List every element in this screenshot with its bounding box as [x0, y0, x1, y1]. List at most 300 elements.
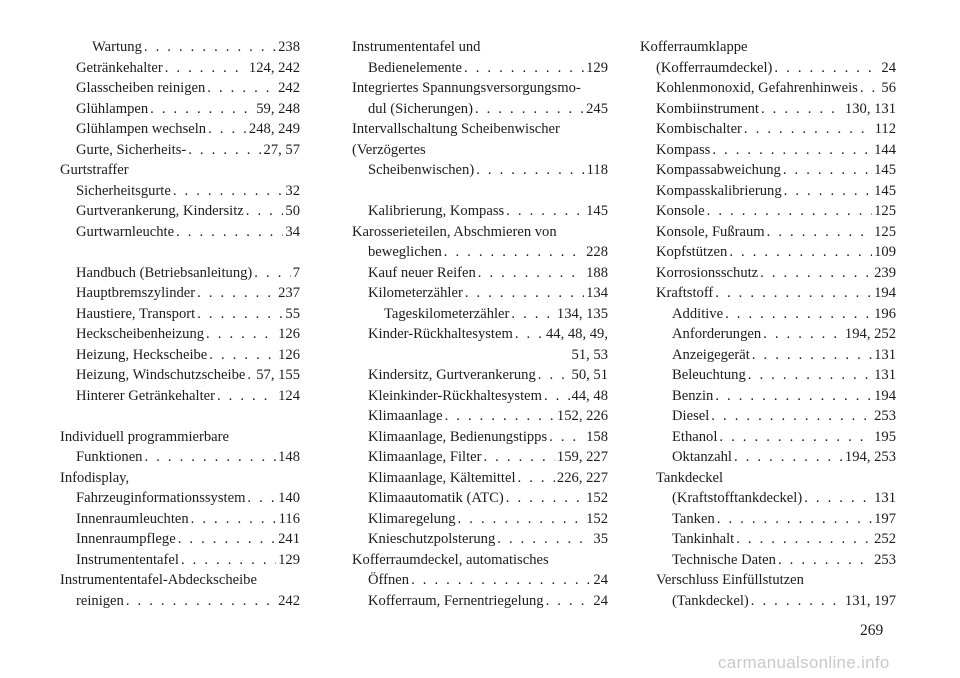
index-entry-pages: 140 — [278, 490, 300, 506]
watermark-link[interactable]: carmanualsonline.info — [718, 653, 890, 672]
index-entry — [352, 509, 608, 530]
index-entry-line — [368, 406, 608, 427]
index-entry-title: (Tankdeckel) — [672, 592, 749, 609]
index-entry-line — [76, 550, 300, 571]
index-entry-line — [656, 283, 896, 304]
dot-leader — [144, 447, 276, 468]
index-entry-pages: 241 — [278, 531, 300, 547]
index-entry-heading-line: Kofferraumklappe — [640, 39, 748, 55]
index-entry-title: Konsole — [656, 203, 705, 219]
index-entry — [60, 263, 300, 284]
index-entry-title: Klimaanlage, Bedienungstipps — [368, 428, 548, 445]
index-entry-title: (Kraftstofftankdeckel) — [672, 490, 803, 506]
index-entry-title: dul (Sicherungen) — [368, 100, 473, 117]
index-entry-title: Gurte, Sicherheits- — [76, 141, 187, 158]
index-entry-pages: 24 — [593, 592, 608, 609]
index-entry-pages: 145 — [874, 162, 896, 178]
index-entry — [640, 37, 896, 78]
index-entry-line — [672, 386, 896, 407]
index-entry-pages: 237 — [278, 285, 300, 301]
index-entry-title: Beleuchtung — [672, 367, 746, 383]
index-entry-line — [368, 570, 608, 591]
dot-leader — [207, 78, 276, 99]
index-entry-line — [368, 529, 608, 550]
index-entry-line — [368, 365, 608, 386]
index-entry-line — [76, 58, 300, 79]
index-entry-line — [368, 324, 608, 345]
index-entry — [640, 160, 896, 181]
index-entry-title: Klimaanlage, Kältemittel — [368, 469, 516, 486]
index-entry-pages: 253 — [874, 551, 896, 568]
index-entry-line — [76, 591, 300, 612]
index-entry-heading-line: Instrumententafel-Abdeckscheibe — [60, 572, 257, 588]
index-entry-title: Additive — [672, 305, 724, 322]
index-entry-title: Technische Daten — [672, 551, 776, 568]
index-entry-pages: 118 — [586, 162, 608, 178]
index-entry-title: Kindersitz, Gurtverankerung — [368, 367, 536, 383]
index-entry-pages: 129 — [278, 551, 300, 568]
index-entry-line — [656, 140, 896, 161]
index-entry-pages: 245 — [586, 100, 608, 117]
dot-leader — [197, 283, 276, 304]
index-entry-pages: 44, 48, 49, — [545, 326, 608, 342]
index-entry-pages: 158 — [586, 428, 608, 445]
dot-leader — [544, 386, 570, 407]
index-entry-title: Scheibenwischen) — [368, 162, 475, 178]
index-entry-line — [368, 242, 608, 263]
index-subentry — [352, 304, 608, 325]
index-entry-title: Gurtwarnleuchte — [76, 223, 175, 240]
dot-leader — [511, 304, 555, 325]
index-entry-line — [76, 222, 300, 243]
dot-leader — [247, 365, 254, 386]
index-entry-line — [672, 509, 896, 530]
index-entry-heading-line: Infodisplay, — [60, 469, 130, 486]
index-entry-heading-line: Kofferraumdeckel, automatisches — [352, 551, 549, 568]
index-entry-pages: 44, 48 — [571, 387, 608, 404]
index-entry-line — [672, 550, 896, 571]
index-entry-pages: 112 — [874, 121, 896, 137]
dot-leader — [715, 386, 872, 407]
dot-leader — [734, 447, 843, 468]
index-entry-pages: 24 — [593, 572, 608, 588]
index-entry-heading-line: Intervallschaltung Scheibenwischer — [352, 121, 560, 137]
index-entry — [60, 201, 300, 222]
dot-leader — [763, 324, 843, 345]
index-entry — [640, 283, 896, 304]
dot-leader — [206, 324, 276, 345]
index-entry — [60, 222, 300, 243]
index-entry — [60, 283, 300, 304]
index-entry-title: Gurtverankerung, Kindersitz — [76, 203, 244, 219]
index-entry-line — [368, 468, 608, 489]
index-entry — [640, 263, 896, 284]
index-entry — [352, 591, 608, 612]
index-entry-line — [76, 99, 300, 120]
index-entry-title: Kopfstützen — [656, 244, 728, 260]
dot-leader — [464, 58, 584, 79]
index-entry — [60, 468, 300, 509]
index-entry-line — [76, 201, 300, 222]
dot-leader — [478, 263, 584, 284]
index-entry-title: Bedienelemente — [368, 59, 463, 76]
index-entry-title: Tanken — [672, 510, 715, 527]
dot-leader — [774, 58, 879, 79]
index-entry-pages: 194, 253 — [844, 449, 896, 465]
index-entry-title: Korrosionsschutz — [656, 264, 759, 281]
index-entry-pages: 239 — [874, 264, 896, 281]
index-entry-line — [672, 406, 896, 427]
index-entry — [352, 119, 608, 181]
dot-leader — [784, 181, 872, 202]
index-entry-title: Klimaautomatik (ATC) — [368, 490, 504, 506]
index-entry-line — [76, 488, 300, 509]
index-entry-pages: 131 — [874, 346, 896, 363]
dot-leader — [217, 386, 276, 407]
index-entry-title: Innenraumpflege — [76, 531, 176, 547]
index-entry-title: Anzeigegerät — [672, 346, 750, 363]
index-entry-pages: 248, 249 — [248, 121, 300, 137]
index-entry-line — [672, 365, 896, 386]
dot-leader — [150, 99, 254, 120]
index-entry-heading-line: Karosserieteilen, Abschmieren von — [352, 223, 557, 240]
dot-leader — [715, 283, 872, 304]
index-subentry — [640, 386, 896, 407]
index-entry-line — [672, 447, 896, 468]
index-entry-title: beweglichen — [368, 244, 442, 260]
index-entry-pages: 50, 51 — [571, 367, 608, 383]
index-entry-pages: 252 — [874, 531, 896, 547]
index-entry — [60, 119, 300, 140]
index-entry — [352, 365, 608, 386]
index-entry — [640, 119, 896, 140]
index-column-2 — [352, 37, 608, 611]
index-entry-line — [76, 324, 300, 345]
index-entry-pages: 129 — [586, 59, 608, 76]
index-entry-line — [368, 58, 608, 79]
dot-leader — [712, 140, 872, 161]
index-entry — [640, 99, 896, 120]
index-entry-line — [76, 283, 300, 304]
index-entry-line — [76, 78, 300, 99]
index-entry-line — [76, 304, 300, 325]
index-entry-title: Wartung — [92, 39, 142, 55]
index-entry — [352, 406, 608, 427]
index-entry — [60, 570, 300, 611]
dot-leader — [126, 591, 276, 612]
index-entry-pages: 124 — [278, 387, 300, 404]
index-entry-line — [92, 37, 300, 58]
index-column-3 — [640, 37, 896, 611]
dot-leader — [778, 550, 872, 571]
dot-leader — [549, 427, 584, 448]
dot-leader — [445, 406, 555, 427]
index-entry-pages: 32 — [285, 182, 300, 199]
index-entry-pages: 194 — [874, 387, 896, 404]
index-entry-title: Glasscheiben reinigen — [76, 80, 206, 96]
index-entry-pages: 131 — [874, 367, 896, 383]
dot-leader — [751, 591, 843, 612]
index-entry-pages: 194, 252 — [844, 326, 896, 342]
index-entry-line — [656, 78, 896, 99]
index-entry — [60, 345, 300, 366]
dot-leader — [165, 58, 247, 79]
index-entry-pages: 253 — [874, 408, 896, 424]
index-entry-line — [368, 160, 608, 181]
index-entry — [352, 468, 608, 489]
index-entry-pages: 194 — [874, 285, 896, 301]
index-entry — [352, 283, 608, 304]
index-entry — [352, 386, 608, 407]
index-entry-title: Hauptbremszylinder — [76, 285, 196, 301]
dot-leader — [497, 529, 591, 550]
dot-leader — [178, 529, 276, 550]
index-entry-pages: 228 — [586, 244, 608, 260]
index-entry-title: Hinterer Getränkehalter — [76, 387, 215, 404]
index-entry-title: Tankinhalt — [672, 531, 735, 547]
index-entry — [640, 181, 896, 202]
index-entry-line — [76, 509, 300, 530]
index-entry-line — [76, 140, 300, 161]
dot-leader — [748, 365, 872, 386]
index-entry — [352, 222, 608, 263]
index-entry-title: Benzin — [672, 387, 714, 404]
index-entry — [60, 99, 300, 120]
index-entry-pages: 56 — [881, 80, 896, 96]
index-entry-line — [656, 201, 896, 222]
index-entry-pages: 134 — [586, 285, 608, 301]
index-entry-pages: 126 — [278, 326, 300, 342]
dot-leader — [411, 570, 591, 591]
index-entry-pages: 59, 248 — [256, 100, 300, 117]
index-entry-line — [672, 427, 896, 448]
page-number: 269 — [860, 622, 884, 639]
index-entry — [352, 447, 608, 468]
index-entry-pages: 125 — [874, 203, 896, 219]
index-entry-title: Heizung, Heckscheibe — [76, 346, 208, 363]
index-entry-heading-line: Gurtstraffer — [60, 162, 129, 178]
index-entry-title: Diesel — [672, 408, 710, 424]
index-entry-title: Sicherheitsgurte — [76, 182, 171, 199]
index-entry-title: Klimaregelung — [368, 510, 456, 527]
index-entry-pages: 57, 155 — [256, 367, 300, 383]
index-entry-line — [368, 447, 608, 468]
index-entry-title: Glühlampen — [76, 100, 149, 117]
index-entry-pages: 35 — [593, 531, 608, 547]
index-entry — [640, 222, 896, 243]
index-subentry — [640, 529, 896, 550]
index-entry — [352, 529, 608, 550]
index-entry-pages: 125 — [874, 223, 896, 240]
index-entry-line — [656, 222, 896, 243]
dot-leader — [804, 488, 872, 509]
dot-leader — [717, 509, 872, 530]
index-entry-pages: 197 — [874, 510, 896, 527]
dot-leader — [176, 222, 283, 243]
index-subentry — [640, 345, 896, 366]
index-entry-line — [672, 529, 896, 550]
index-entry-pages: 226, 227 — [556, 469, 608, 486]
index-entry-title: Kraftstoff — [656, 285, 714, 301]
dot-leader — [181, 550, 276, 571]
index-entry-pages: 27, 57 — [263, 141, 300, 158]
index-entry-line — [76, 365, 300, 386]
index-entry — [60, 386, 300, 407]
index-entry-title: Kombischalter — [656, 121, 742, 137]
index-entry-title: Funktionen — [76, 449, 143, 465]
dot-leader — [144, 37, 276, 58]
index-letter-gap — [60, 242, 300, 263]
dot-leader — [208, 119, 247, 140]
index-entry-line — [76, 529, 300, 550]
index-entry-line — [76, 447, 300, 468]
index-entry-heading-line: Individuell programmierbare — [60, 428, 229, 445]
index-entry-title: Instrumententafel — [76, 551, 179, 568]
index-entry-title: Heckscheibenheizung — [76, 326, 205, 342]
index-entry-pages: 50 — [285, 203, 300, 219]
dot-leader — [736, 529, 872, 550]
index-entry-title: Klimaanlage, Filter — [368, 449, 482, 465]
dot-leader — [761, 99, 843, 120]
dot-leader — [254, 263, 290, 284]
dot-leader — [197, 304, 283, 325]
index-entry-title: Konsole, Fußraum — [656, 223, 765, 240]
index-entry-title: (Kofferraumdeckel) — [656, 59, 773, 76]
index-entry-title: Fahrzeuginformationssystem — [76, 490, 246, 506]
index-entry — [352, 263, 608, 284]
index-entry-title: Oktanzahl — [672, 449, 732, 465]
index-letter-gap — [60, 406, 300, 427]
index-entry-heading-line: Instrumententafel und — [352, 39, 481, 55]
index-entry-line — [656, 242, 896, 263]
index-entry — [60, 324, 300, 345]
index-entry-line — [368, 99, 608, 120]
dot-leader — [725, 304, 872, 325]
dot-leader — [483, 447, 554, 468]
index-entry-line — [656, 160, 896, 181]
index-entry-pages: 242 — [278, 592, 300, 609]
index-entry-title: Kofferraum, Fernentriegelung — [368, 592, 544, 609]
index-entry-line — [672, 345, 896, 366]
index-entry-line — [368, 283, 608, 304]
index-entry-title: reinigen — [76, 592, 124, 609]
index-column-1 — [60, 37, 300, 611]
index-entry-line — [384, 304, 608, 325]
dot-leader — [191, 509, 277, 530]
index-entry-title: Handbuch (Betriebsanleitung) — [76, 264, 253, 281]
index-entry-title: Kauf neuer Reifen — [368, 264, 476, 281]
index-entry-line — [368, 263, 608, 284]
index-entry-pages: 116 — [278, 510, 300, 527]
index-entry-pages: 34 — [285, 223, 300, 240]
index-entry-line — [672, 591, 896, 612]
dot-leader — [518, 468, 555, 489]
index-entry-heading-line: (Verzögertes — [352, 141, 426, 158]
index-entry-title: Haustiere, Transport — [76, 305, 196, 322]
index-subentry — [640, 324, 896, 345]
index-entry-title: Kleinkinder-Rückhaltesystem — [368, 387, 542, 404]
index-entry-pages: 131, 197 — [844, 592, 896, 609]
index-entry-pages: 144 — [874, 141, 896, 158]
index-letter-gap — [352, 181, 608, 202]
index-entry-pages: 159, 227 — [556, 449, 608, 465]
dot-leader — [711, 406, 872, 427]
index-entry-pages: 242 — [278, 80, 300, 96]
index-entry-line — [76, 119, 300, 140]
index-entry — [60, 509, 300, 530]
dot-leader — [707, 201, 872, 222]
index-entry-pages: 124, 242 — [248, 59, 300, 76]
dot-leader — [247, 488, 276, 509]
index-entry — [640, 140, 896, 161]
index-entry-title: Ethanol — [672, 428, 718, 445]
dot-leader — [506, 201, 584, 222]
index-entry-title: Kilometerzähler — [368, 285, 463, 301]
index-entry-line — [368, 201, 608, 222]
index-entry-title: Öffnen — [368, 572, 410, 588]
index-entry-pages: 152, 226 — [556, 408, 608, 424]
index-entry — [60, 160, 300, 201]
index-entry — [352, 37, 608, 78]
dot-leader — [538, 365, 570, 386]
index-entry — [60, 550, 300, 571]
dot-leader — [546, 591, 592, 612]
index-entry-line — [672, 304, 896, 325]
index-entry-line — [368, 427, 608, 448]
index-entry-line — [656, 181, 896, 202]
dot-leader — [188, 140, 261, 161]
index-entry-title: Klimaanlage — [368, 408, 443, 424]
index-entry — [60, 58, 300, 79]
index-entry-pages: 195 — [874, 428, 896, 445]
index-entry — [352, 427, 608, 448]
index-entry-pages: 24 — [881, 59, 896, 76]
dot-leader — [475, 99, 584, 120]
index-entry-pages: 238 — [278, 39, 300, 55]
index-entry-line — [672, 488, 896, 509]
index-entry-line — [672, 324, 896, 345]
index-entry-pages: 109 — [874, 244, 896, 260]
index-entry-line — [368, 591, 608, 612]
dot-leader — [506, 488, 584, 509]
dot-leader — [476, 160, 584, 181]
index-entry — [352, 488, 608, 509]
index-entry-pages: 7 — [292, 264, 300, 281]
index-entry-title: Innenraumleuchten — [76, 510, 189, 527]
index-entry — [352, 201, 608, 222]
index-entry-title: Glühlampen wechseln — [76, 121, 207, 137]
index-entry-pages: 55 — [285, 305, 300, 322]
dot-leader — [783, 160, 872, 181]
index-entry-heading-line: Integriertes Spannungsversorgungsmo- — [352, 80, 581, 96]
index-entry-line — [76, 263, 300, 284]
index-subentry — [640, 550, 896, 571]
index-entry — [60, 78, 300, 99]
index-entry-line — [656, 99, 896, 120]
index-entry-title: Tageskilometerzähler — [384, 305, 510, 322]
index-entry-line — [76, 386, 300, 407]
index-entry-line — [368, 386, 608, 407]
index-entry-title: Heizung, Windschutzscheibe — [76, 367, 246, 383]
index-entry-line — [76, 345, 300, 366]
index-entry — [640, 242, 896, 263]
index-entry-line — [656, 119, 896, 140]
index-entry-title: Kinder-Rückhaltesystem — [368, 326, 513, 342]
index-entry — [60, 140, 300, 161]
dot-leader — [729, 242, 872, 263]
dot-leader — [246, 201, 284, 222]
dot-leader — [860, 78, 880, 99]
